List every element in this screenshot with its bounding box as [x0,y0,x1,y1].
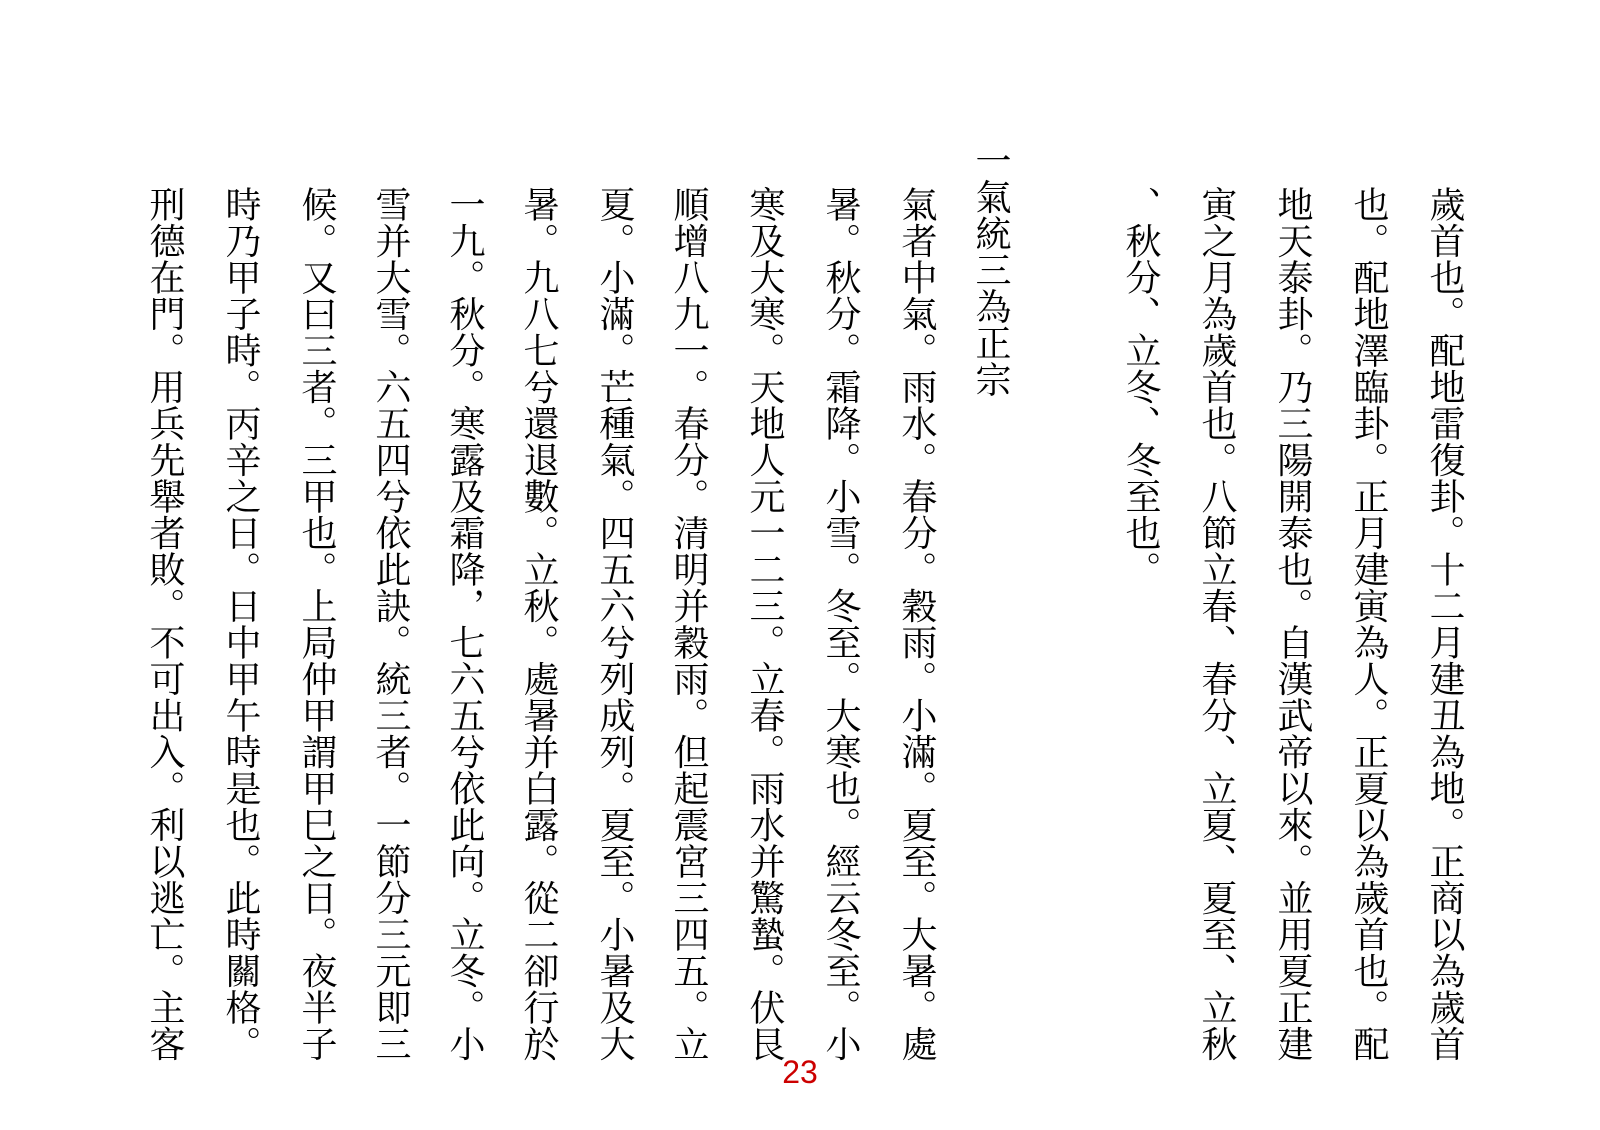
text-column-15: 時乃甲子時。丙辛之日。日中甲午時是也。此時關格。 [220,186,261,1062]
text-column-1: 歲首也。配地雷復卦。十二月建丑為地。正商以為歲首 [1424,186,1465,1062]
section-heading: 一氣統三為正宗 [970,142,1011,398]
text-column-9: 順增八九一。春分。清明并穀雨。但起震宮三四五。立 [668,186,709,1062]
text-column-8: 寒及大寒。天地人元一二三。立春。雨水并驚蟄。伏艮 [744,186,785,1062]
text-column-13: 雪并大雪。六五四兮依此訣。統三者。一節分三元即三 [370,186,411,1062]
text-column-7: 暑。秋分。霜降。小雪。冬至。大寒也。經云冬至。小 [820,186,861,1062]
text-column-3: 地天泰卦。乃三陽開泰也。自漢武帝以來。並用夏正建 [1272,186,1313,1062]
text-column-4: 寅之月為歲首也。八節立春、春分、立夏、夏至、立秋 [1196,186,1237,1062]
text-column-16: 刑德在門。用兵先舉者敗。不可出入。利以逃亡。主客 [144,186,185,1062]
text-column-11: 暑。九八七兮還退數。立秋。處暑并白露。從二卻行於 [518,186,559,1062]
text-column-5: 、秋分、立冬、冬至也。 [1120,186,1161,588]
text-column-2: 也。配地澤臨卦。正月建寅為人。正夏以為歲首也。配 [1348,186,1389,1062]
page-number: 23 [782,1054,818,1090]
text-column-6: 氣者中氣。雨水。春分。穀雨。小滿。夏至。大暑。處 [896,186,937,1062]
text-column-10: 夏。小滿。芒種氣。四五六兮列成列。夏至。小暑及大 [594,186,635,1062]
text-column-14: 候。又曰三者。三甲也。上局仲甲謂甲巳之日。夜半子 [296,186,337,1062]
text-column-12: 一九。秋分。寒露及霜降，七六五兮依此向。立冬。小 [444,186,485,1062]
